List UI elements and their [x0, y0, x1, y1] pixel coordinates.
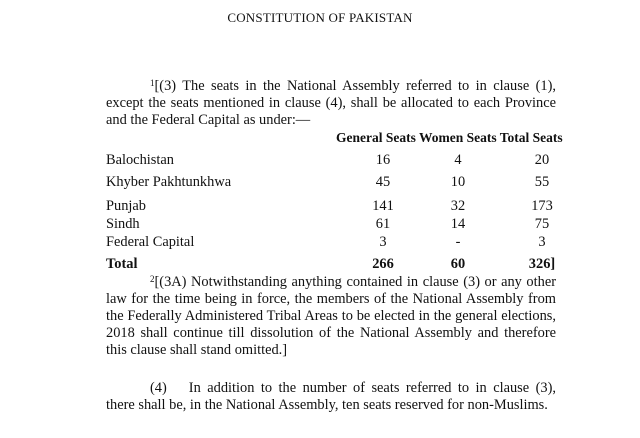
general-seats-value: 61	[375, 216, 391, 232]
clause-3a-paragraph	[106, 274, 556, 359]
table-row	[106, 216, 576, 234]
total-seats-value: 20	[534, 152, 550, 168]
women-seats-value: 32	[450, 198, 466, 214]
clause-3-paragraph	[106, 78, 556, 129]
total-seats-value: 55	[534, 174, 550, 190]
total-women-seats: 60	[450, 256, 466, 272]
clause-4-number: (4)	[150, 380, 167, 396]
total-seats-value: 75	[534, 216, 550, 232]
row-name: Punjab	[106, 198, 146, 214]
page-header: CONSTITUTION OF PAKISTAN	[227, 10, 413, 25]
footnote-marker-1[interactable]: 1	[150, 78, 155, 88]
table-row	[106, 198, 576, 216]
total-general-seats: 266	[372, 256, 394, 272]
total-seats-value: 3	[538, 234, 546, 250]
women-seats-value: 10	[450, 174, 466, 190]
general-seats-value: 141	[372, 198, 394, 214]
header-women-seats: Women Seats	[419, 130, 497, 145]
footnote-marker-2[interactable]: 2	[150, 274, 155, 284]
table-row	[106, 152, 576, 170]
row-name: Federal Capital	[106, 234, 195, 250]
row-name: Sindh	[106, 216, 140, 232]
general-seats-value: 16	[375, 152, 391, 168]
women-seats-value: 4	[454, 152, 462, 168]
women-seats-value: 14	[450, 216, 466, 232]
general-seats-value: 3	[379, 234, 387, 250]
women-seats-value: -	[455, 234, 461, 250]
table-row	[106, 234, 576, 252]
total-label: Total	[106, 256, 138, 272]
total-seats-value: 173	[531, 198, 553, 214]
table-header	[336, 130, 563, 146]
table-total-row	[106, 256, 576, 274]
general-seats-value: 45	[375, 174, 391, 190]
clause-4-text: In addition to the number of seats referred to in clause (3), there shall be, in the National Assembly, ten seats reserved for non-Muslims.	[106, 380, 556, 413]
clause-3a-text: [(3A) Notwithstanding anything contained in clause (3) or any other law for the time being in force, the members of the National Assembly from the Federally Administered Tribal Areas to be elected in the general elections, 2018 shall continue till dissolution of the National Assembly and therefore this clause shall stand omitted.]	[106, 274, 556, 358]
clause-4-paragraph	[106, 380, 556, 414]
row-name: Khyber Pakhtunkhwa	[106, 174, 232, 190]
clause-3-text: [(3) The seats in the National Assembly referred to in clause (1), except the seats mentioned in clause (4), shall be allocated to each Province and the Federal Capital as under:—	[106, 78, 556, 128]
table-row	[106, 174, 576, 192]
total-total-seats: 326]	[528, 256, 556, 272]
header-general-seats: General Seats	[336, 130, 416, 145]
header-total-seats: Total Seats	[499, 130, 563, 145]
row-name: Balochistan	[106, 152, 174, 168]
